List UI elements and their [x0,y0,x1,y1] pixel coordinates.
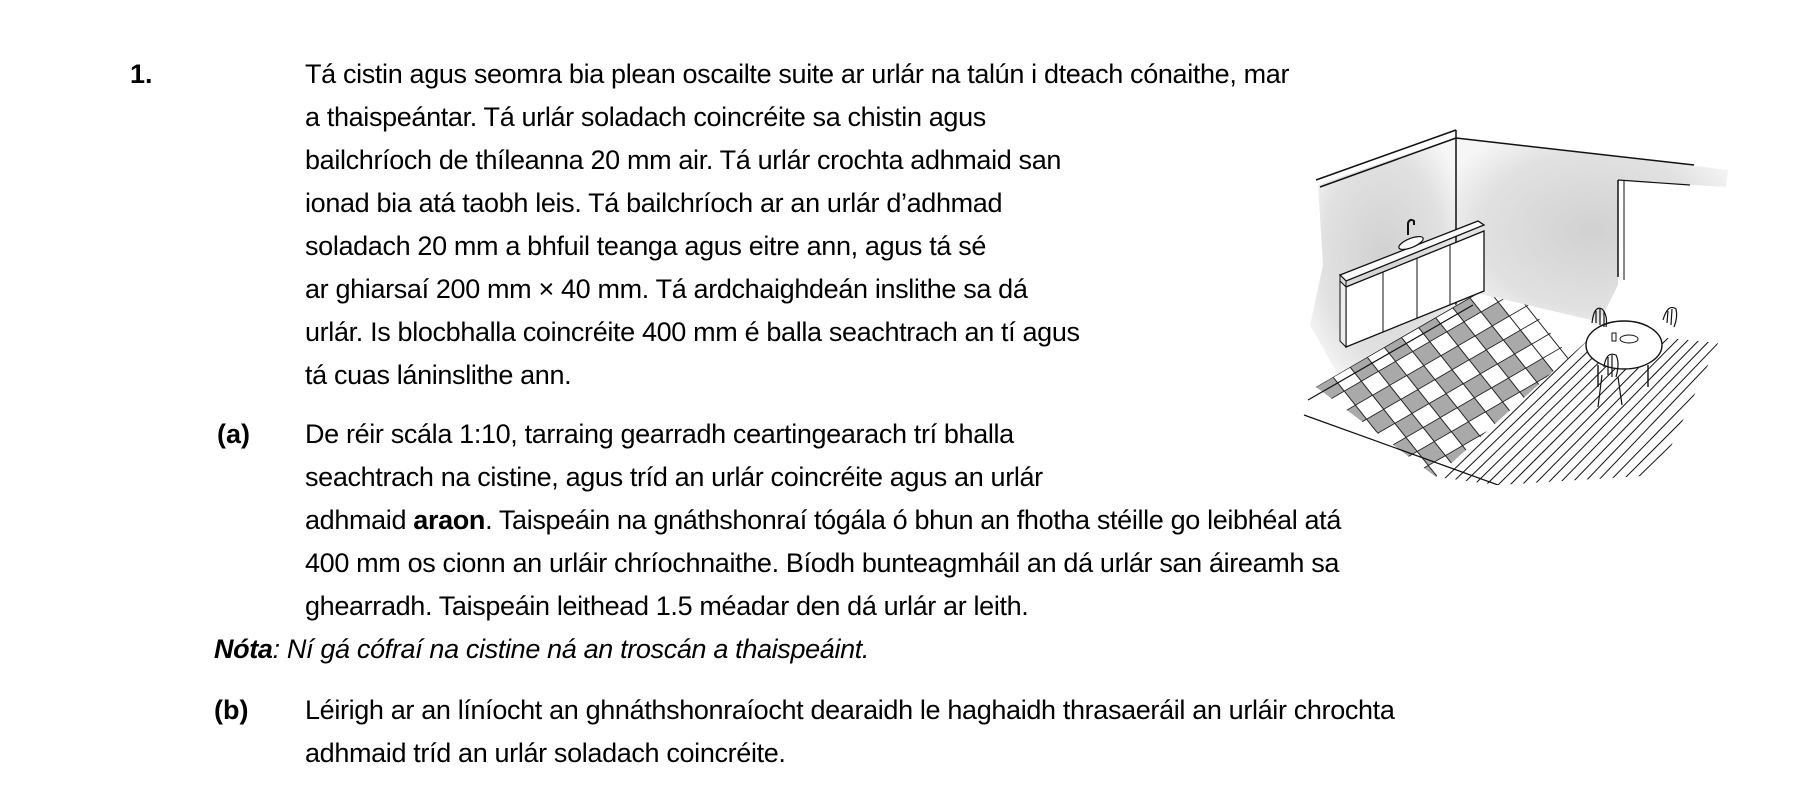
dining-table-icon [1586,321,1662,387]
part-b-label: (b) [214,695,249,725]
part-a-line: seachtrach na cistine, agus tríd an urlár coincréite agus an urlár [305,462,1043,492]
note-label: Nóta [214,634,273,664]
part-a-line [305,504,1341,536]
intro-line: Tá cistin agus seomra bia plean oscailte suite ar urlár na talún i dteach cónaithe, mar [305,59,1290,89]
part-a-label: (a) [217,419,250,449]
part-a-line3-post: . Taispeáin na gnáthshonraí tógála ó bhun an fhotha stéille go leibhéal atá [485,505,1341,535]
part-b-line: adhmaid tríd an urlár soladach coincréite. [305,738,786,768]
intro-line: tá cuas láninslithe ann. [305,360,572,390]
intro-line: ionad bia atá taobh leis. Tá bailchríoch ar an urlár d’adhmad [305,188,1003,218]
intro-line: soladach 20 mm a bhfuil teanga agus eitre ann, agus tá sé [305,231,987,261]
part-a-line: De réir scála 1:10, tarraing gearradh ceartingearach trí bhalla [305,419,1014,449]
intro-line: a thaispeántar. Tá urlár soladach coincréite sa chistin agus [305,102,986,132]
part-a-emphasis: araon [413,505,486,535]
intro-line: bailchríoch de thíleanna 20 mm air. Tá urlár crochta adhmaid san [305,145,1062,175]
wall-right-icon [1456,137,1728,325]
part-b-line: Léirigh ar an líníocht an ghnáthshonraíocht dearaidh le haghaidh thrasaeráil an urláir chrochta [305,695,1395,725]
part-a-line3-pre: adhmaid [305,505,414,535]
note-text: : Ní gá cófraí na cistine ná an troscán a thaispeáint. [272,634,870,664]
note [214,633,869,665]
intro-line: urlár. Is blocbhalla coincréite 400 mm é balla seachtrach an tí agus [305,317,1080,347]
intro-line: ar ghiarsaí 200 mm × 40 mm. Tá ardchaighdeán inslithe sa dá [305,274,1028,304]
kitchen-illustration [1298,125,1734,485]
part-a-line: ghearradh. Taispeáin leithead 1.5 méadar den dá urlár ar leith. [305,591,1029,621]
question-number: 1. [130,59,153,89]
part-a-line: 400 mm os cionn an urláir chríochnaithe. Bíodh bunteagmháil an dá urlár san áireamh sa [305,548,1340,578]
